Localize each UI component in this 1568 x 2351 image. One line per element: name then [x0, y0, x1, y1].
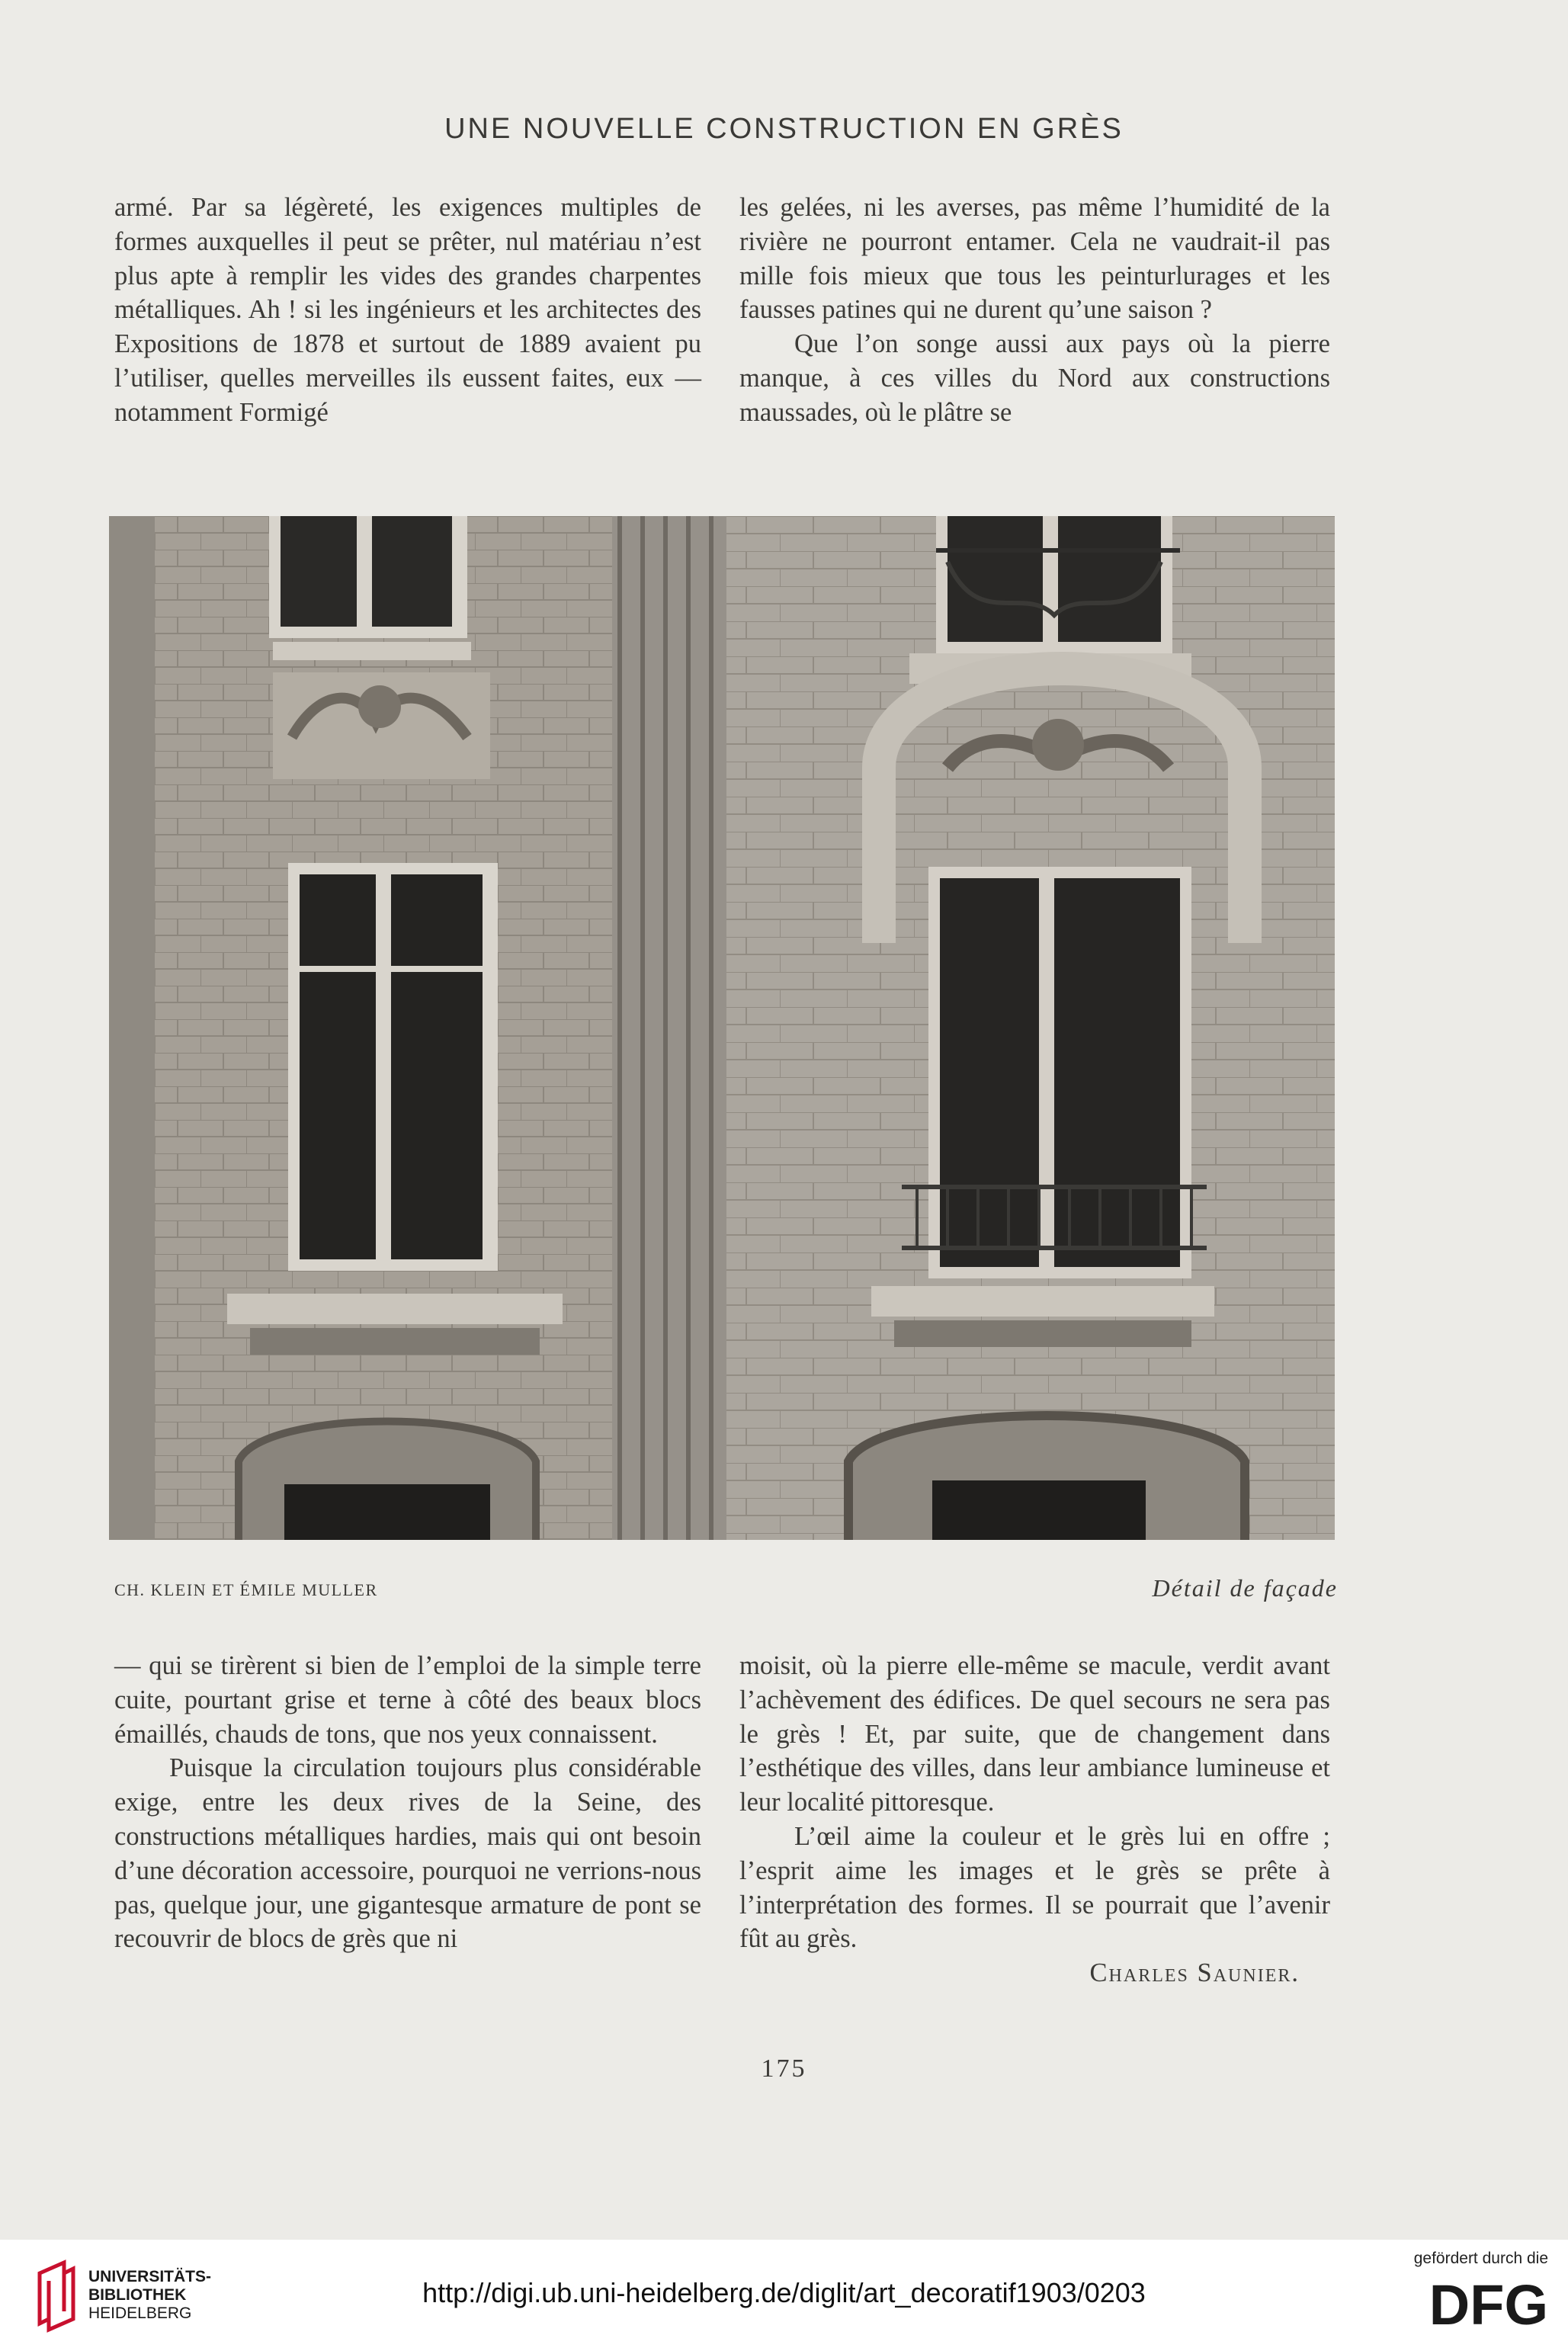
dfg-logo-icon	[1396, 2276, 1548, 2330]
library-name-line: BIBLIOTHEK	[88, 2286, 187, 2304]
page-number: 175	[761, 2054, 807, 2083]
library-name-line: UNIVERSITÄTS-	[88, 2268, 212, 2285]
svg-text:DFG: DFG	[1429, 2276, 1548, 2330]
paragraph: L’œil aime la couleur et le grès lui en offre ; l’esprit aime les images et le grès se prête à l’interprétation des formes. Il se pourrait que l’avenir fût au grès.	[739, 1821, 1330, 1954]
text-column-top-right	[739, 191, 1330, 430]
facade-photograph	[109, 516, 1335, 1540]
figure-caption: Détail de façade	[1152, 1574, 1338, 1602]
text-column-top-left	[114, 191, 701, 430]
text-column-bottom-right	[739, 1649, 1330, 1990]
paragraph: moisit, où la pierre elle-même se macule, verdit avant l’achèvement des édifices. De quel secours ne sera pas le grès ! Et, par suite, que de changement dans l’esthétique des villes, dans leur ambiance lumineuse et leur localité pittoresque.	[739, 1651, 1330, 1817]
sponsor-label: gefördert durch die	[1413, 2250, 1548, 2267]
text-column-bottom-left	[114, 1649, 701, 1956]
author-signature: Charles Saunier.	[1089, 1958, 1300, 1988]
photo-credit: CH. KLEIN ET ÉMILE MULLER	[114, 1580, 378, 1599]
library-name-line: HEIDELBERG	[88, 2304, 192, 2322]
paragraph: les gelées, ni les averses, pas même l’humidité de la rivière ne pourront entamer. Cela ne vaudrait-il pas mille fois mieux que tous les peinturlurages et les fausses patines qui ne durent qu’une saison ?	[739, 193, 1330, 325]
paragraph: — qui se tirèrent si bien de l’emploi de la simple terre cuite, pourtant grise et terne à côté des beaux blocs émaillés, chauds de tons, que nos yeux connaissent.	[114, 1651, 701, 1749]
permalink-url[interactable]: http://digi.ub.uni-heidelberg.de/diglit/art_decoratif1903/0203	[422, 2277, 1146, 2308]
paragraph: Que l’on songe aussi aux pays où la pierre manque, à ces villes du Nord aux constructions maussades, où le plâtre se	[739, 329, 1330, 427]
paragraph: armé. Par sa légèreté, les exigences multiples de formes auxquelles il peut se prêter, nul matériau n’est plus apte à remplir les vides des grandes charpentes métalliques. Ah ! si les ingénieurs et les architectes des Expositions de 1878 et surtout de 1889 avaient pu l’utiliser, quelles merveilles ils eussent faites, eux — notamment Formigé	[114, 193, 701, 427]
running-title: UNE NOUVELLE CONSTRUCTION EN GRÈS	[444, 113, 1124, 145]
paragraph: Puisque la circulation toujours plus considérable exige, entre les deux rives de la Seine, des constructions métalliques hardies, mais qui ont besoin d’une décoration accessoire, pourquoi ne verrions-nous pas, quelque jour, une gigantesque armature de pont se recouvrir de blocs de grès que ni	[114, 1753, 701, 1954]
